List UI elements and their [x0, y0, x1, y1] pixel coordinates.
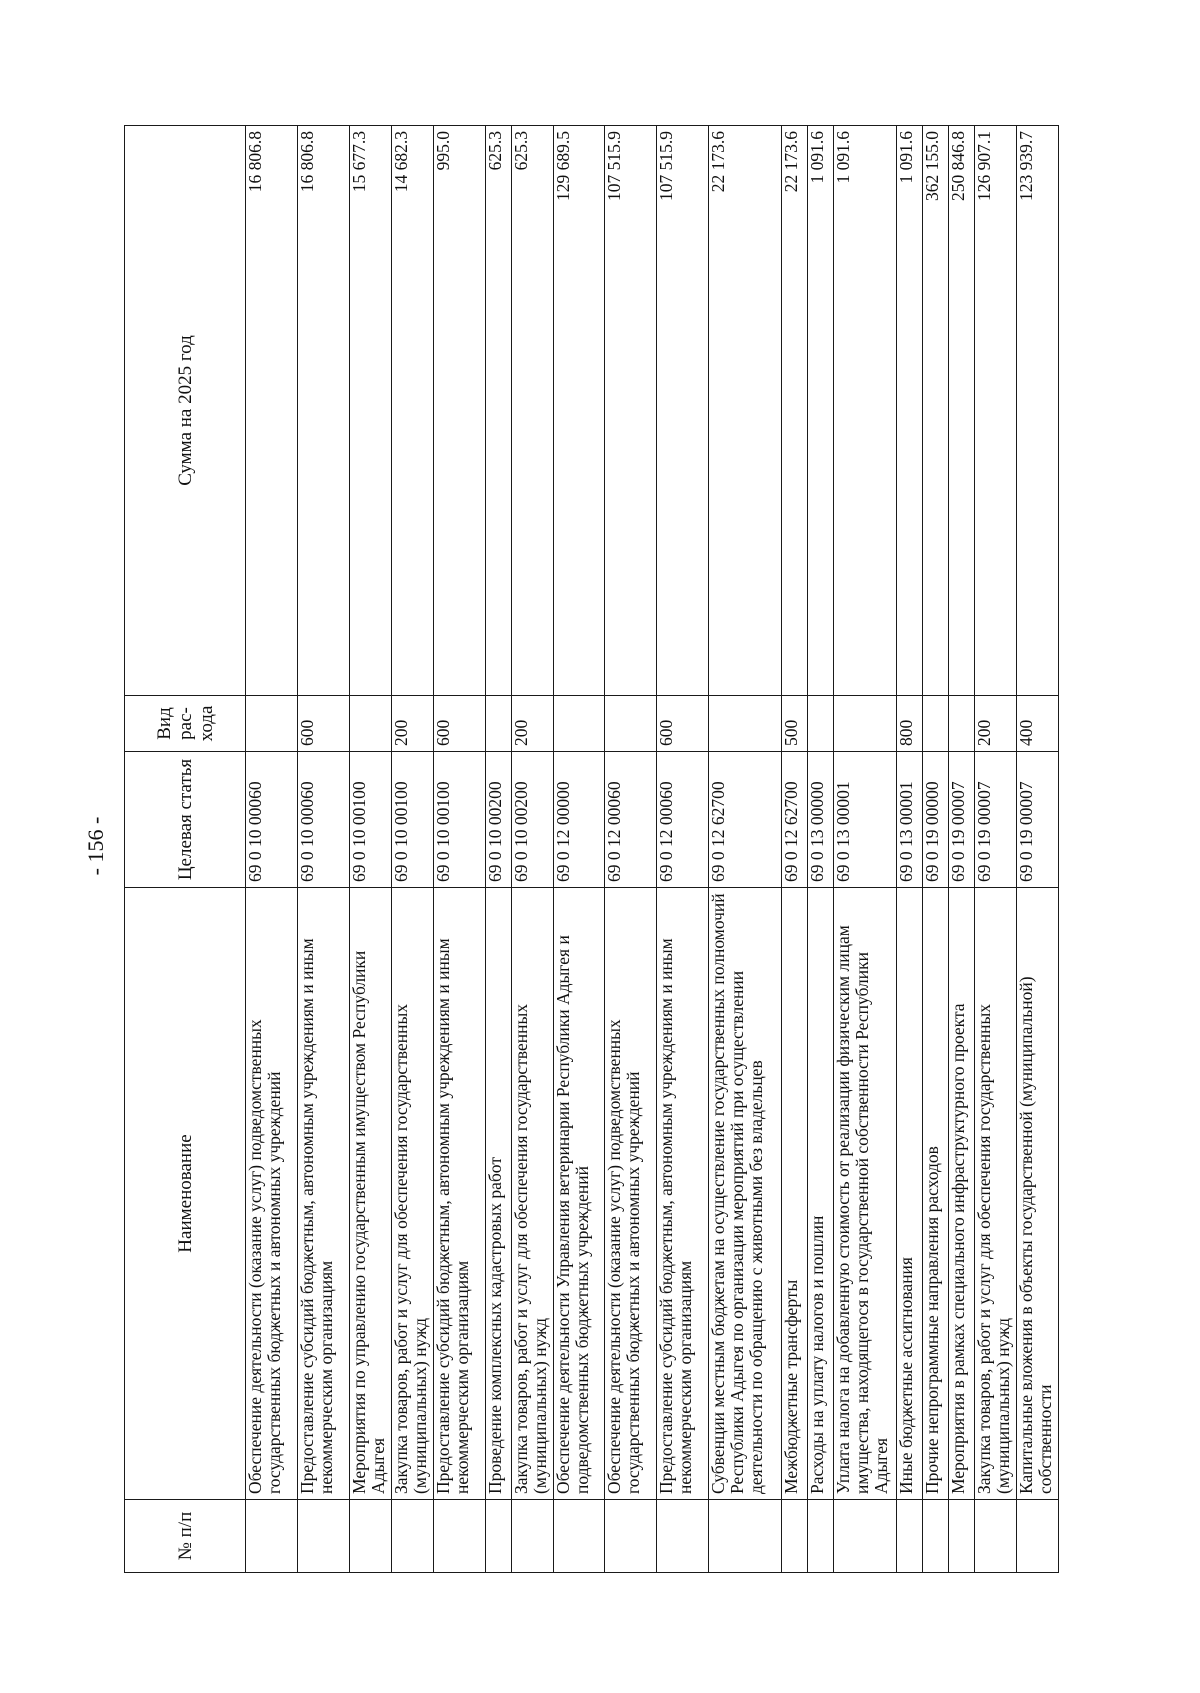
cell-kind: 800 [896, 696, 922, 752]
cell-name: Уплата налога на добавленную стоимость от реализации физическим лицам имущества, находящегося в государственной собственности Республики Адыгея [834, 888, 897, 1500]
cell-kind: 200 [391, 696, 433, 752]
cell-kind [485, 696, 511, 752]
cell-sum: 995.0 [433, 126, 485, 696]
budget-table-rotated [124, 126, 1059, 1573]
cell-code: 69 0 10 00200 [485, 752, 511, 888]
cell-code: 69 0 10 00100 [391, 752, 433, 888]
cell-sum: 1 091.6 [896, 126, 922, 696]
cell-code: 69 0 10 00100 [349, 752, 391, 888]
table-row [511, 126, 553, 1573]
cell-kind [948, 696, 974, 752]
cell-name: Обеспечение деятельности (оказание услуг) подведомственных государственных бюджетных и автономных учреждений [605, 888, 657, 1500]
cell-sum: 16 806.8 [297, 126, 349, 696]
cell-num [657, 1500, 709, 1573]
cell-name: Мероприятия по управлению государственным имуществом Республики Адыгея [349, 888, 391, 1500]
cell-sum: 16 806.8 [246, 126, 298, 696]
cell-kind [553, 696, 605, 752]
cell-code: 69 0 13 00000 [808, 752, 834, 888]
cell-name: Обеспечение деятельности Управления ветеринарии Республики Адыгея и подведомственных бюджетных учреждений [553, 888, 605, 1500]
cell-sum: 22 173.6 [709, 126, 782, 696]
cell-kind [709, 696, 782, 752]
table-row [709, 126, 782, 1573]
cell-num [511, 1500, 553, 1573]
cell-name: Проведение комплексных кадастровых работ [485, 888, 511, 1500]
cell-name: Закупка товаров, работ и услуг для обеспечения государственных (муниципальных) нужд [974, 888, 1016, 1500]
cell-sum: 250 846.8 [948, 126, 974, 696]
cell-kind [922, 696, 948, 752]
cell-num [948, 1500, 974, 1573]
cell-name: Субвенции местным бюджетам на осуществление государственных полномочий Республики Адыгея по организации мероприятий при осуществлении деятельности по обращению с животными без владельцев [709, 888, 782, 1500]
table-row [246, 126, 298, 1573]
cell-name: Закупка товаров, работ и услуг для обеспечения государственных (муниципальных) нужд [511, 888, 553, 1500]
cell-num [433, 1500, 485, 1573]
cell-name: Предоставление субсидий бюджетным, автономным учреждениям и иным некоммерческим организациям [657, 888, 709, 1500]
cell-kind [246, 696, 298, 752]
table-header-row [125, 126, 246, 1573]
cell-name: Расходы на уплату налогов и пошлин [808, 888, 834, 1500]
cell-num [709, 1500, 782, 1573]
cell-code: 69 0 12 00060 [657, 752, 709, 888]
table-row [974, 126, 1016, 1573]
table-row [391, 126, 433, 1573]
cell-sum: 625.3 [485, 126, 511, 696]
cell-sum: 625.3 [511, 126, 553, 696]
cell-name: Капитальные вложения в объекты государственной (муниципальной) собственности [1016, 888, 1058, 1500]
cell-code: 69 0 12 62700 [709, 752, 782, 888]
table-row [948, 126, 974, 1573]
cell-sum: 123 939.7 [1016, 126, 1058, 696]
table-row [922, 126, 948, 1573]
cell-sum: 129 689.5 [553, 126, 605, 696]
page-number: - 156 - [83, 816, 108, 876]
table-row [297, 126, 349, 1573]
cell-kind: 500 [782, 696, 808, 752]
cell-num [808, 1500, 834, 1573]
cell-sum: 1 091.6 [808, 126, 834, 696]
cell-sum: 22 173.6 [782, 126, 808, 696]
cell-sum: 107 515.9 [605, 126, 657, 696]
table-row [1016, 126, 1058, 1573]
cell-code: 69 0 19 00007 [1016, 752, 1058, 888]
cell-num [1016, 1500, 1058, 1573]
cell-num [922, 1500, 948, 1573]
cell-code: 69 0 10 00060 [297, 752, 349, 888]
cell-kind: 200 [974, 696, 1016, 752]
cell-kind: 600 [433, 696, 485, 752]
cell-code: 69 0 12 00000 [553, 752, 605, 888]
cell-kind [834, 696, 897, 752]
cell-num [485, 1500, 511, 1573]
cell-code: 69 0 10 00060 [246, 752, 298, 888]
cell-code: 69 0 10 00100 [433, 752, 485, 888]
cell-sum: 15 677.3 [349, 126, 391, 696]
cell-sum: 362 155.0 [922, 126, 948, 696]
cell-name: Прочие непрограммные направления расходов [922, 888, 948, 1500]
cell-kind [349, 696, 391, 752]
table-row [349, 126, 391, 1573]
table-row [657, 126, 709, 1573]
table-row [782, 126, 808, 1573]
cell-num [782, 1500, 808, 1573]
cell-num [834, 1500, 897, 1573]
cell-sum: 1 091.6 [834, 126, 897, 696]
cell-num [297, 1500, 349, 1573]
table-row [896, 126, 922, 1573]
table-body [246, 126, 1059, 1573]
cell-name: Мероприятия в рамках специального инфраструктурного проекта [948, 888, 974, 1500]
cell-name: Предоставление субсидий бюджетным, автономным учреждениям и иным некоммерческим организациям [433, 888, 485, 1500]
cell-kind: 600 [657, 696, 709, 752]
cell-num [553, 1500, 605, 1573]
cell-kind [808, 696, 834, 752]
cell-sum: 107 515.9 [657, 126, 709, 696]
cell-kind: 200 [511, 696, 553, 752]
header-kind: Вид рас-хода [125, 696, 246, 752]
cell-sum: 126 907.1 [974, 126, 1016, 696]
cell-code: 69 0 13 00001 [834, 752, 897, 888]
cell-kind: 600 [297, 696, 349, 752]
cell-code: 69 0 12 00060 [605, 752, 657, 888]
cell-num [896, 1500, 922, 1573]
table-row [485, 126, 511, 1573]
cell-code: 69 0 19 00000 [922, 752, 948, 888]
cell-sum: 14 682.3 [391, 126, 433, 696]
budget-table [124, 125, 1059, 1573]
header-name: Наименование [125, 888, 246, 1500]
table-row [433, 126, 485, 1573]
cell-code: 69 0 13 00001 [896, 752, 922, 888]
table-row [808, 126, 834, 1573]
header-num: № п/п [125, 1500, 246, 1573]
header-sum: Сумма на 2025 год [125, 126, 246, 696]
cell-name: Закупка товаров, работ и услуг для обеспечения государственных (муниципальных) нужд [391, 888, 433, 1500]
cell-name: Предоставление субсидий бюджетным, автономным учреждениям и иным некоммерческим организациям [297, 888, 349, 1500]
cell-kind [605, 696, 657, 752]
cell-name: Обеспечение деятельности (оказание услуг) подведомственных государственных бюджетных и автономных учреждений [246, 888, 298, 1500]
table-row [834, 126, 897, 1573]
cell-kind: 400 [1016, 696, 1058, 752]
cell-name: Иные бюджетные ассигнования [896, 888, 922, 1500]
table-row [553, 126, 605, 1573]
table-row [605, 126, 657, 1573]
cell-num [974, 1500, 1016, 1573]
header-code: Целевая статья [125, 752, 246, 888]
cell-num [246, 1500, 298, 1573]
cell-code: 69 0 12 62700 [782, 752, 808, 888]
cell-num [391, 1500, 433, 1573]
cell-code: 69 0 19 00007 [948, 752, 974, 888]
cell-name: Межбюджетные трансферты [782, 888, 808, 1500]
cell-num [349, 1500, 391, 1573]
cell-code: 69 0 10 00200 [511, 752, 553, 888]
cell-code: 69 0 19 00007 [974, 752, 1016, 888]
cell-num [605, 1500, 657, 1573]
